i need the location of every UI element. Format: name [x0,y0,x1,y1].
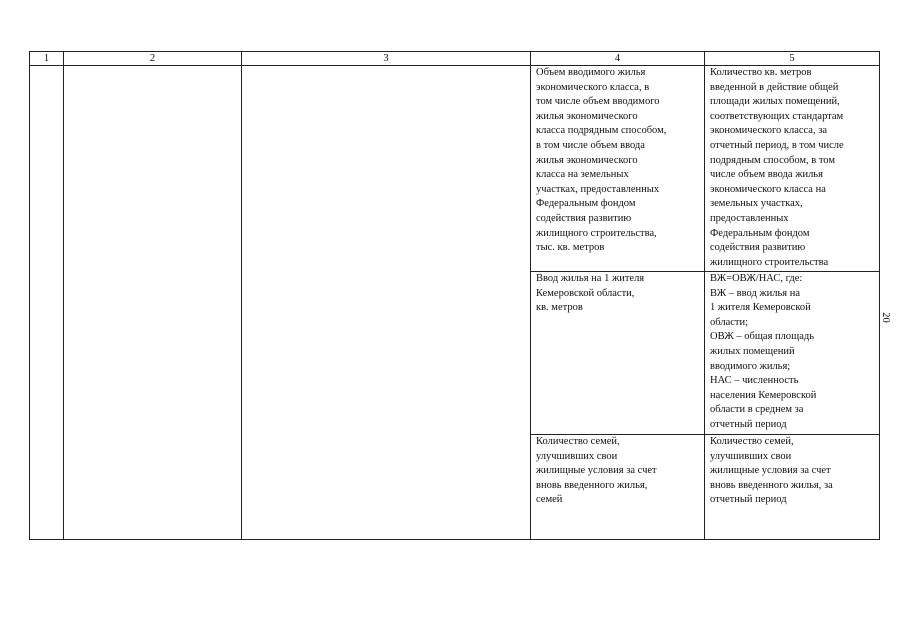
method-text: Количество семей, улучшивших свои жилищные условия за счет вновь введенного жилья, за отчетный период [710,436,833,506]
method-cell [705,272,880,435]
header-col-2: 2 [64,52,242,66]
page-number: 20 [879,312,891,323]
col-1-cell [30,66,64,540]
indicator-cell [531,66,705,272]
indicators-table [29,51,880,540]
header-col-1: 1 [30,52,64,66]
col-2-cell [64,66,242,540]
col-3-cell [242,66,531,540]
table-row [30,66,880,272]
indicator-text: Количество семей, улучшивших свои жилищные условия за счет вновь введенного жилья, семей [536,436,657,506]
indicator-text: Объем вводимого жилья экономического класса, в том числе объем вводимого жилья экономического класса подрядным способом, в том числе объем ввода жилья экономического класса на земельных участках, предоставленных Федеральным фондом содействия развитию жилищного строительства, тыс. кв. метров [536,67,667,254]
header-col-3: 3 [242,52,531,66]
method-cell [705,435,880,540]
header-col-5: 5 [705,52,880,66]
method-text: ВЖ=ОВЖ/НАС, где: ВЖ – ввод жилья на 1 жителя Кемеровской области; ОВЖ – общая площадь жилых помещений вводимого жилья; НАС – численность населения Кемеровской области в среднем за отчетный период [710,273,817,430]
method-text: Количество кв. метров введенной в действие общей площади жилых помещений, соответствующих стандартам экономического класса, за отчетный период, в том числе подрядным способом, в том числе объем ввода жилья экономического класса на земельных участках, предоставленных Федеральным фондом содействия развитию жилищного строительства [710,67,844,268]
header-col-4: 4 [531,52,705,66]
indicator-text: Ввод жилья на 1 жителя Кемеровской области, кв. метров [536,273,645,314]
table-header-row [30,52,880,66]
method-cell [705,66,880,272]
indicator-cell [531,435,705,540]
indicator-cell [531,272,705,435]
